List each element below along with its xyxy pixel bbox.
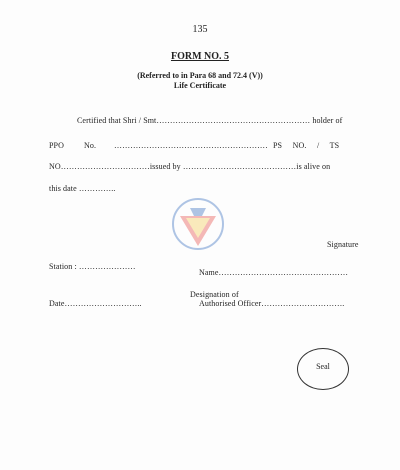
ps-no-ts-label: PS NO. / TS	[273, 141, 340, 150]
form-title: FORM NO. 5	[170, 51, 230, 62]
station-line: Station : …………………	[49, 262, 136, 271]
watermark-logo-icon	[170, 196, 226, 252]
seal-label: Seal	[316, 362, 330, 371]
page-number: 135	[192, 24, 208, 35]
no-issued-by-line: NO……………………………issued by ……………………………………is alive on	[49, 162, 331, 171]
date-line: Date………………………..	[49, 299, 142, 308]
certificate-title: Life Certificate	[173, 81, 227, 90]
signature-label: Signature	[327, 240, 359, 249]
ppo-number-field: …………………………………………………	[114, 141, 268, 150]
designation-of-label: Designation of	[190, 290, 239, 299]
name-line: Name…………………………………………	[199, 268, 349, 277]
ppo-label: PPO	[49, 141, 64, 150]
this-date-line: this date …………..	[49, 184, 116, 193]
certified-that-line: Certified that Shri / Smt………………………………………………… holder of	[77, 116, 343, 125]
ppo-no-label: No.	[84, 141, 97, 150]
authorised-officer-line: Authorised Officer………………………….	[199, 299, 345, 308]
referred-line: (Referred to in Para 68 and 72.4 (V))	[137, 71, 263, 80]
